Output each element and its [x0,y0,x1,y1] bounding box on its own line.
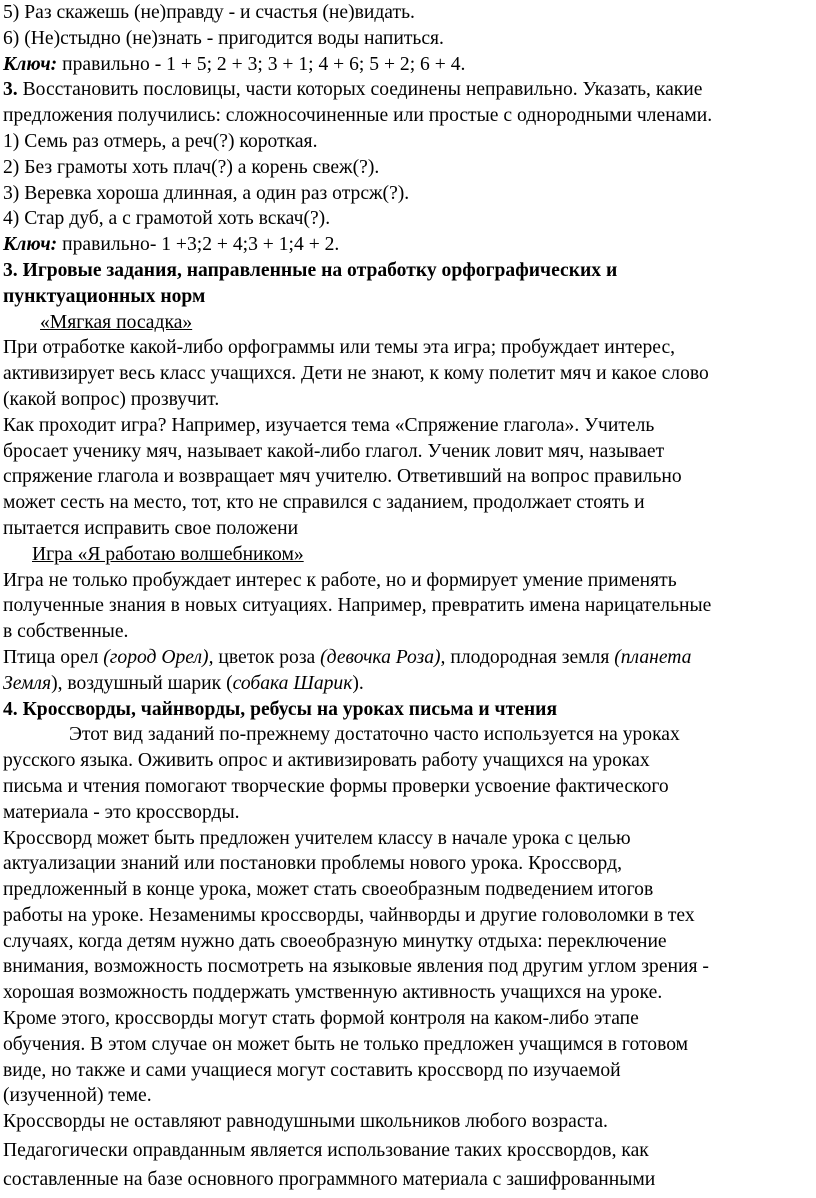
text-line: Педагогически оправданным является использование таких кроссвордов, как [3,1140,649,1162]
example-italic: Земля [3,672,52,694]
key-label: Ключ: [3,53,58,75]
example-text: цветок роза [213,646,321,668]
text-line: пытается исправить свое положени [3,517,299,539]
example-italic: (планета [614,646,692,668]
text-line: Кроссворды не оставляют равнодушными школьников любого возраста. [3,1111,608,1133]
text-line: активизирует весь класс учащихся. Дети не знают, к кому полетит мяч и какое слово [3,363,709,385]
game-title-text: Игра «Я работаю волшебником» [32,543,304,565]
text-line: бросает ученику мяч, называет какой-либо глагол. Ученик ловит мяч, называет [3,440,665,462]
example-text: плодородная земля [445,646,615,668]
key-text: правильно- 1 +3;2 + 4;3 + 1;4 + 2. [57,234,340,256]
text-line: 3) Веревка хороша длинная, а один раз отрсж(?). [3,182,410,204]
text-line: хорошая возможность поддержать умственную активность учащихся на уроке. [3,982,663,1004]
text-line: Этот вид заданий по-прежнему достаточно часто используется на уроках [69,724,680,746]
task-heading-line [3,77,812,103]
text-line: спряжение глагола и возвращает мяч учителю. Ответивший на вопрос правильно [3,466,682,488]
text-line: 6) (Не)стыдно (не)знать - пригодится воды напиться. [3,27,444,49]
text-line: При отработке какой-либо орфограммы или темы эта игра; пробуждает интерес, [3,337,676,359]
game-title-soft-landing [3,310,812,336]
section-heading: 4. Кроссворды, чайнворды, ребусы на уроках письма и чтения [3,698,558,720]
answer-key-line [3,232,812,258]
text-line: (какой вопрос) прозвучит. [3,388,220,410]
text-line: 5) Раз скажешь (не)правду - и счастья (не)видать. [3,2,415,23]
text-line: 2) Без грамоты хоть плач(?) а корень свеж(?). [3,156,380,178]
game-title-text: «Мягкая посадка» [40,311,193,333]
section-heading: 3. Игровые задания, направленные на отработку орфографических и [3,259,618,281]
example-italic: (город Орел), [103,646,214,668]
text-line: работы на уроке. Незаменимы кроссворды, чайнворды и другие головоломки в тех [3,904,695,926]
text-line: составленные на базе основного программного материала с зашифрованными [3,1168,656,1190]
text-line: Кроссворд может быть предложен учителем классу в начале урока с целью [3,827,631,849]
example-text: ), воздушный шарик ( [51,672,233,694]
text-line: внимания, возможность посмотреть на языковые явления под другим углом зрения - [3,956,709,978]
text-line: предложенный в конце урока, может стать своеобразным подведением итогов [3,879,654,901]
example-text: ). [352,672,364,694]
text-line: полученные знания в новых ситуациях. Например, превратить имена нарицательные [3,595,712,617]
text-line: Кроме этого, кроссворды могут стать формой контроля на каком-либо этапе [3,1008,639,1030]
text-line: русского языка. Оживить опрос и активизировать работу учащихся на уроках [3,750,650,772]
text-line: в собственные. [3,621,129,643]
text-line: материала - это кроссворды. [3,801,240,823]
section-heading-cont: пунктуационных норм [3,285,206,307]
text-line: (изученной) теме. [3,1085,152,1107]
text-line: может сесть на место, тот, кто не справился с заданием, продолжает стоять и [3,492,645,514]
text-line: Как проходит игра? Например, изучается тема «Спряжение глагола». Учитель [3,414,655,436]
task-text: Восстановить пословицы, части которых соединены неправильно. Указать, какие [17,79,703,101]
text-line: письма и чтения помогают творческие формы проверки усвоение фактического [3,775,669,797]
text-line: 1) Семь раз отмерь, а реч(?) короткая. [3,130,318,152]
text-line: обучения. В этом случае он может быть не только предложен учащимся в готовом [3,1033,689,1055]
text-line: виде, но также и сами учащиеся могут составить кроссворд по изучаемой [3,1059,621,1081]
example-italic: (девочка Роза), [320,646,446,668]
text-line: актуализации знаний или постановки проблемы нового урока. Кроссворд, [3,853,622,875]
example-italic: собака Шарик [232,672,353,694]
example-line [3,671,812,697]
game-title-wizard [3,542,812,568]
key-label: Ключ: [3,234,58,256]
example-text: Птица орел [3,646,104,668]
text-line: Игра не только пробуждает интерес к работе, но и формирует умение применять [3,569,677,591]
key-text: правильно - 1 + 5; 2 + 3; 3 + 1; 4 + 6; 5 + 2; 6 + 4. [57,53,466,75]
answer-key-line [3,52,812,78]
text-line: предложения получились: сложносочиненные или простые с однородными членами. [3,105,713,127]
example-line [3,645,812,671]
text-line: случаях, когда детям нужно дать своеобразную минутку отдыха: переключение [3,930,667,952]
task-number: 3. [3,79,18,101]
text-line: 4) Стар дуб, а с грамотой хоть вскач(?). [3,208,331,230]
